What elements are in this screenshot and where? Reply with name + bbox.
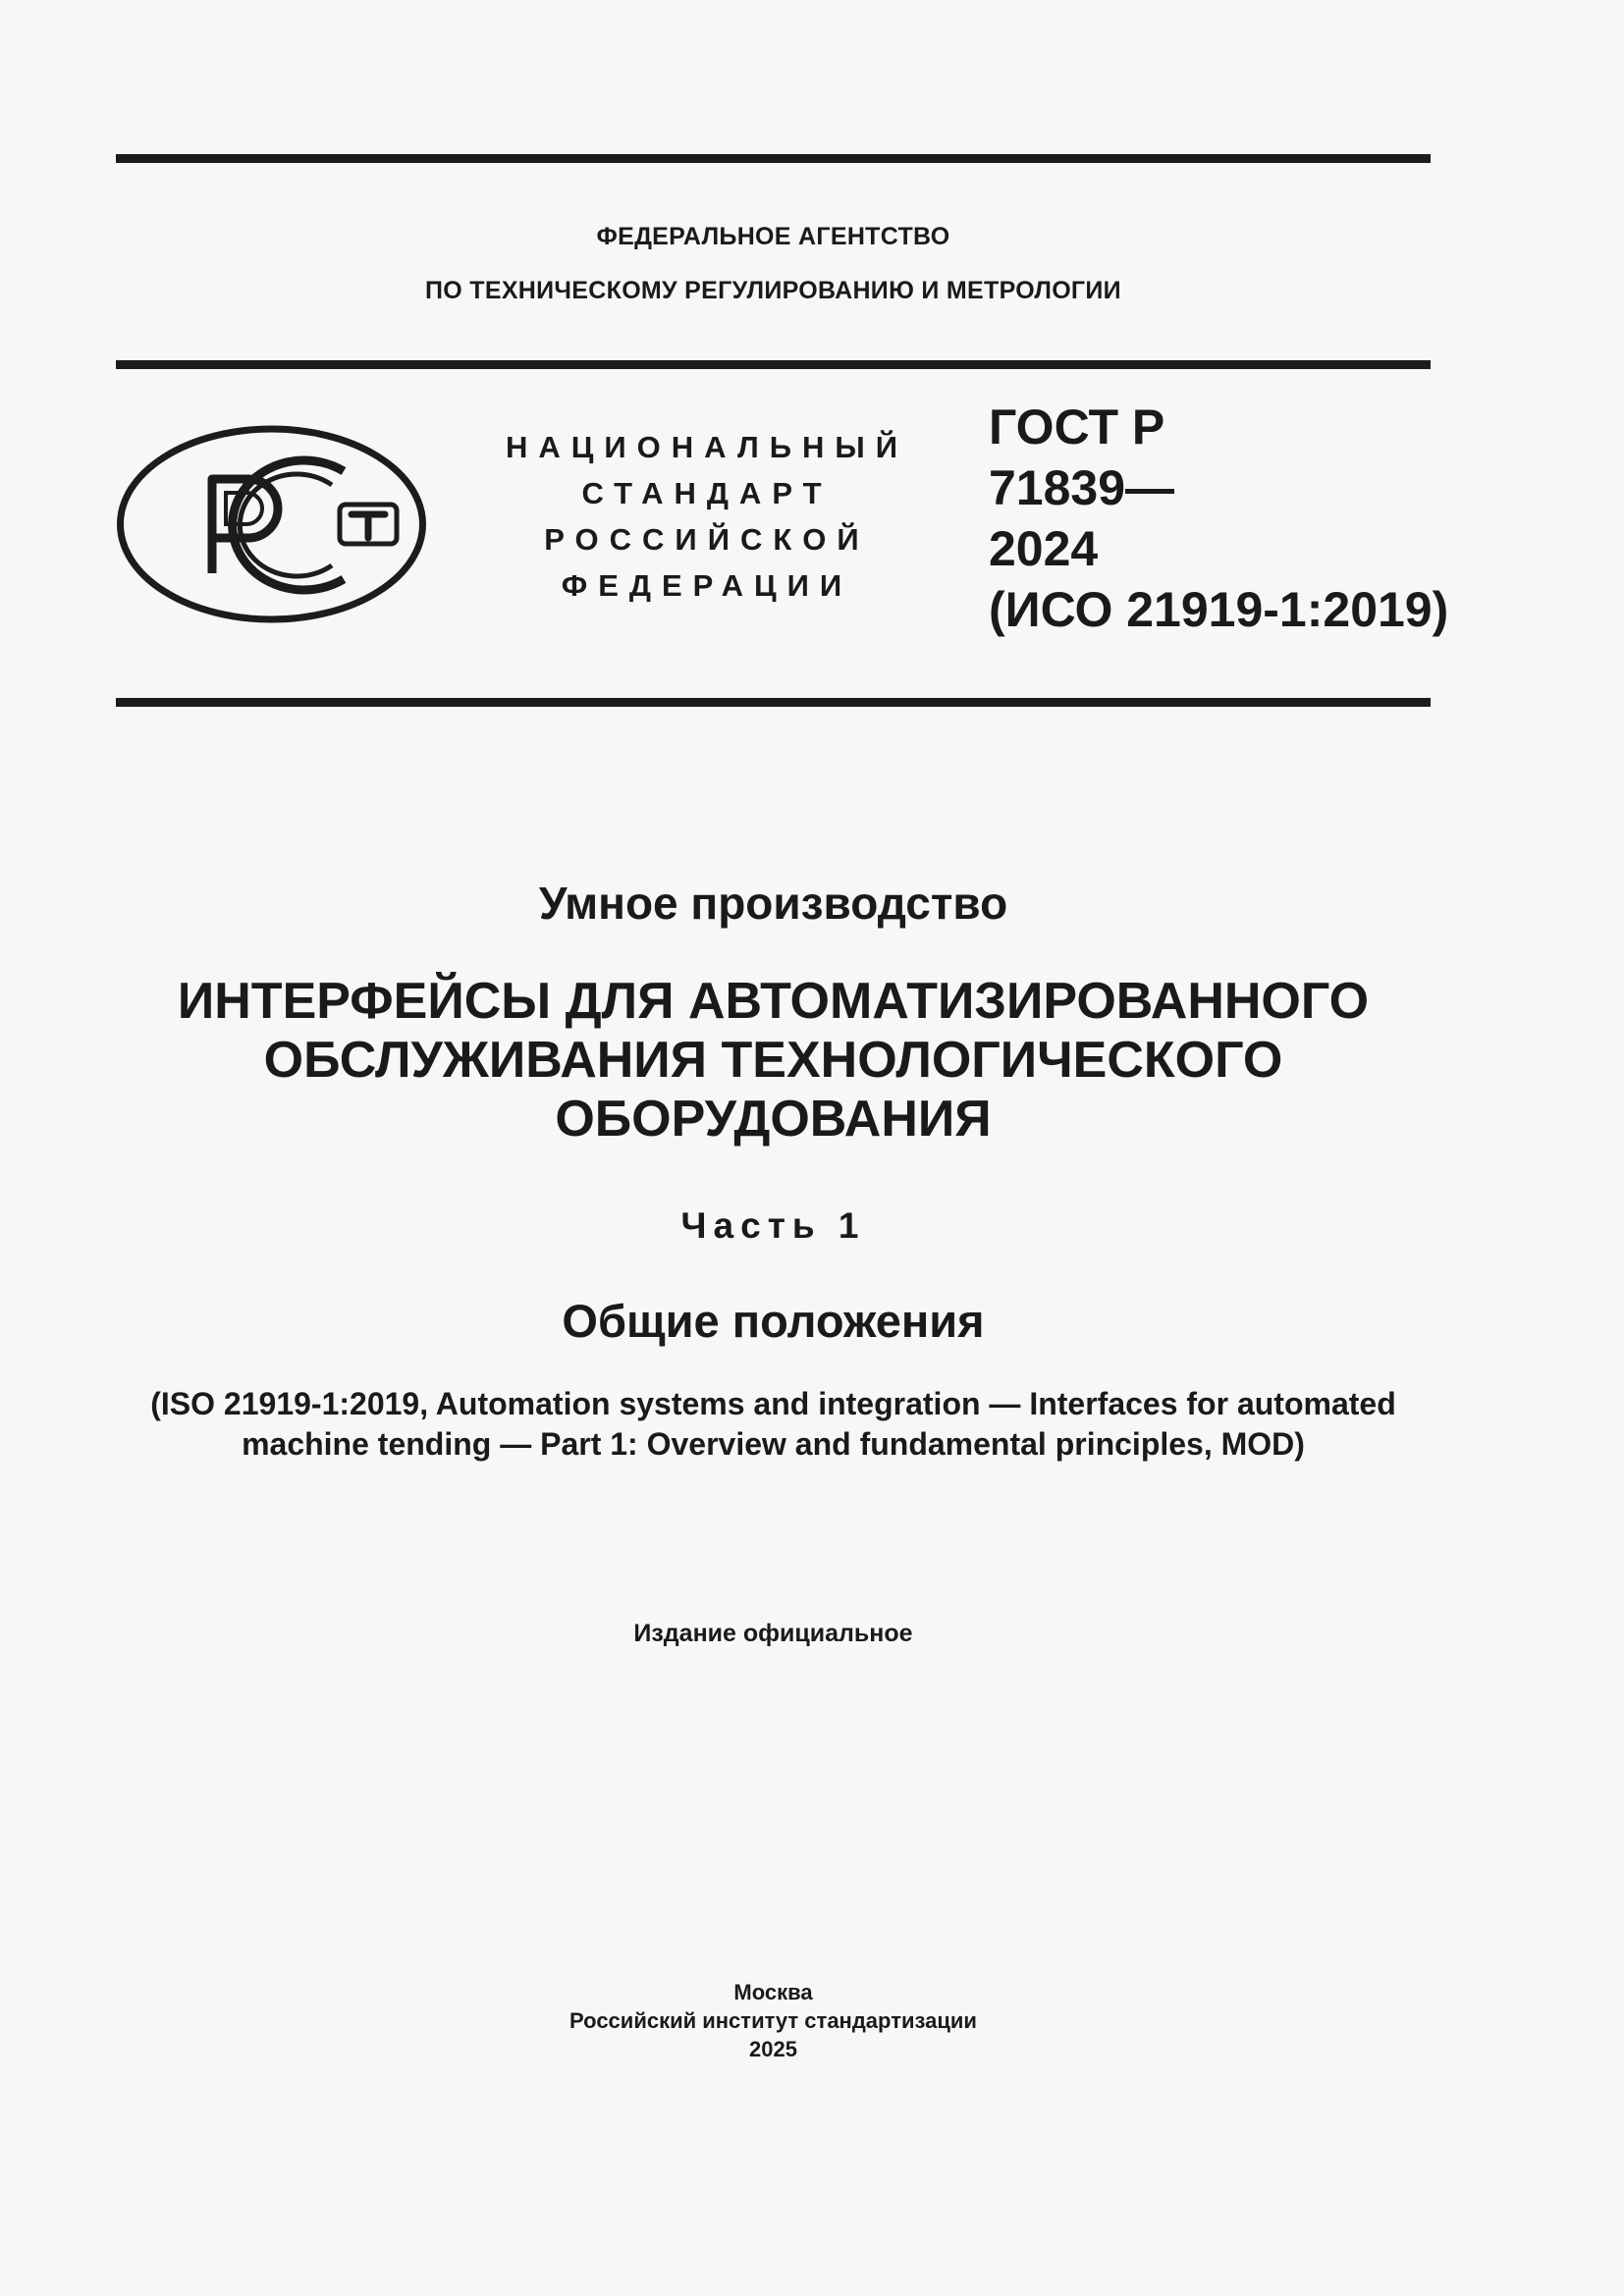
iso-reference-line-1: (ISO 21919-1:2019, Automation systems and integration — Interfaces for automated	[150, 1386, 1396, 1421]
iso-reference	[116, 1384, 1431, 1465]
national-standard-line: НАЦИОНАЛЬНЫЙ	[505, 430, 909, 464]
designation-line-1: ГОСТ Р	[989, 400, 1165, 454]
agency-line-1: ФЕДЕРАЛЬНОЕ АГЕНТСТВО	[596, 223, 950, 250]
imprint-year: 2025	[749, 2037, 797, 2061]
designation-line-4: (ИСО 21919-1:2019)	[989, 582, 1449, 637]
imprint	[116, 1978, 1431, 2063]
imprint-city: Москва	[733, 1980, 813, 2004]
top-rule	[116, 154, 1431, 163]
document-title	[116, 972, 1431, 1148]
agency-line-2: ПО ТЕХНИЧЕСКОМУ РЕГУЛИРОВАНИЮ И МЕТРОЛОГИИ	[425, 277, 1121, 304]
title-line-3: ОБОРУДОВАНИЯ	[555, 1091, 992, 1148]
official-edition-label: Издание официальное	[633, 1620, 913, 1647]
title-line-2: ОБСЛУЖИВАНИЯ ТЕХНОЛОГИЧЕСКОГО	[263, 1032, 1283, 1089]
part-number: Часть 1	[680, 1205, 866, 1246]
title-line-1: ИНТЕРФЕЙСЫ ДЛЯ АВТОМАТИЗИРОВАННОГО	[177, 973, 1370, 1030]
designation-line-3: 2024	[989, 521, 1099, 576]
imprint-publisher: Российский институт стандартизации	[569, 2008, 977, 2033]
national-standard-label	[461, 424, 952, 609]
header-rule	[116, 360, 1431, 369]
standard-designation	[989, 397, 1449, 640]
national-standard-line: СТАНДАРТ	[581, 476, 833, 510]
subject-heading: Умное производство	[538, 878, 1008, 929]
national-standard-line: РОССИЙСКОЙ	[544, 522, 870, 557]
iso-reference-line-2: machine tending — Part 1: Overview and fundamental principles, MOD)	[242, 1426, 1305, 1462]
designation-line-2: 71839—	[989, 460, 1175, 515]
document-subtitle: Общие положения	[562, 1295, 985, 1347]
rst-certification-mark-icon	[116, 424, 427, 624]
national-standard-line: ФЕДЕРАЦИИ	[561, 568, 853, 603]
designation-rule	[116, 698, 1431, 707]
